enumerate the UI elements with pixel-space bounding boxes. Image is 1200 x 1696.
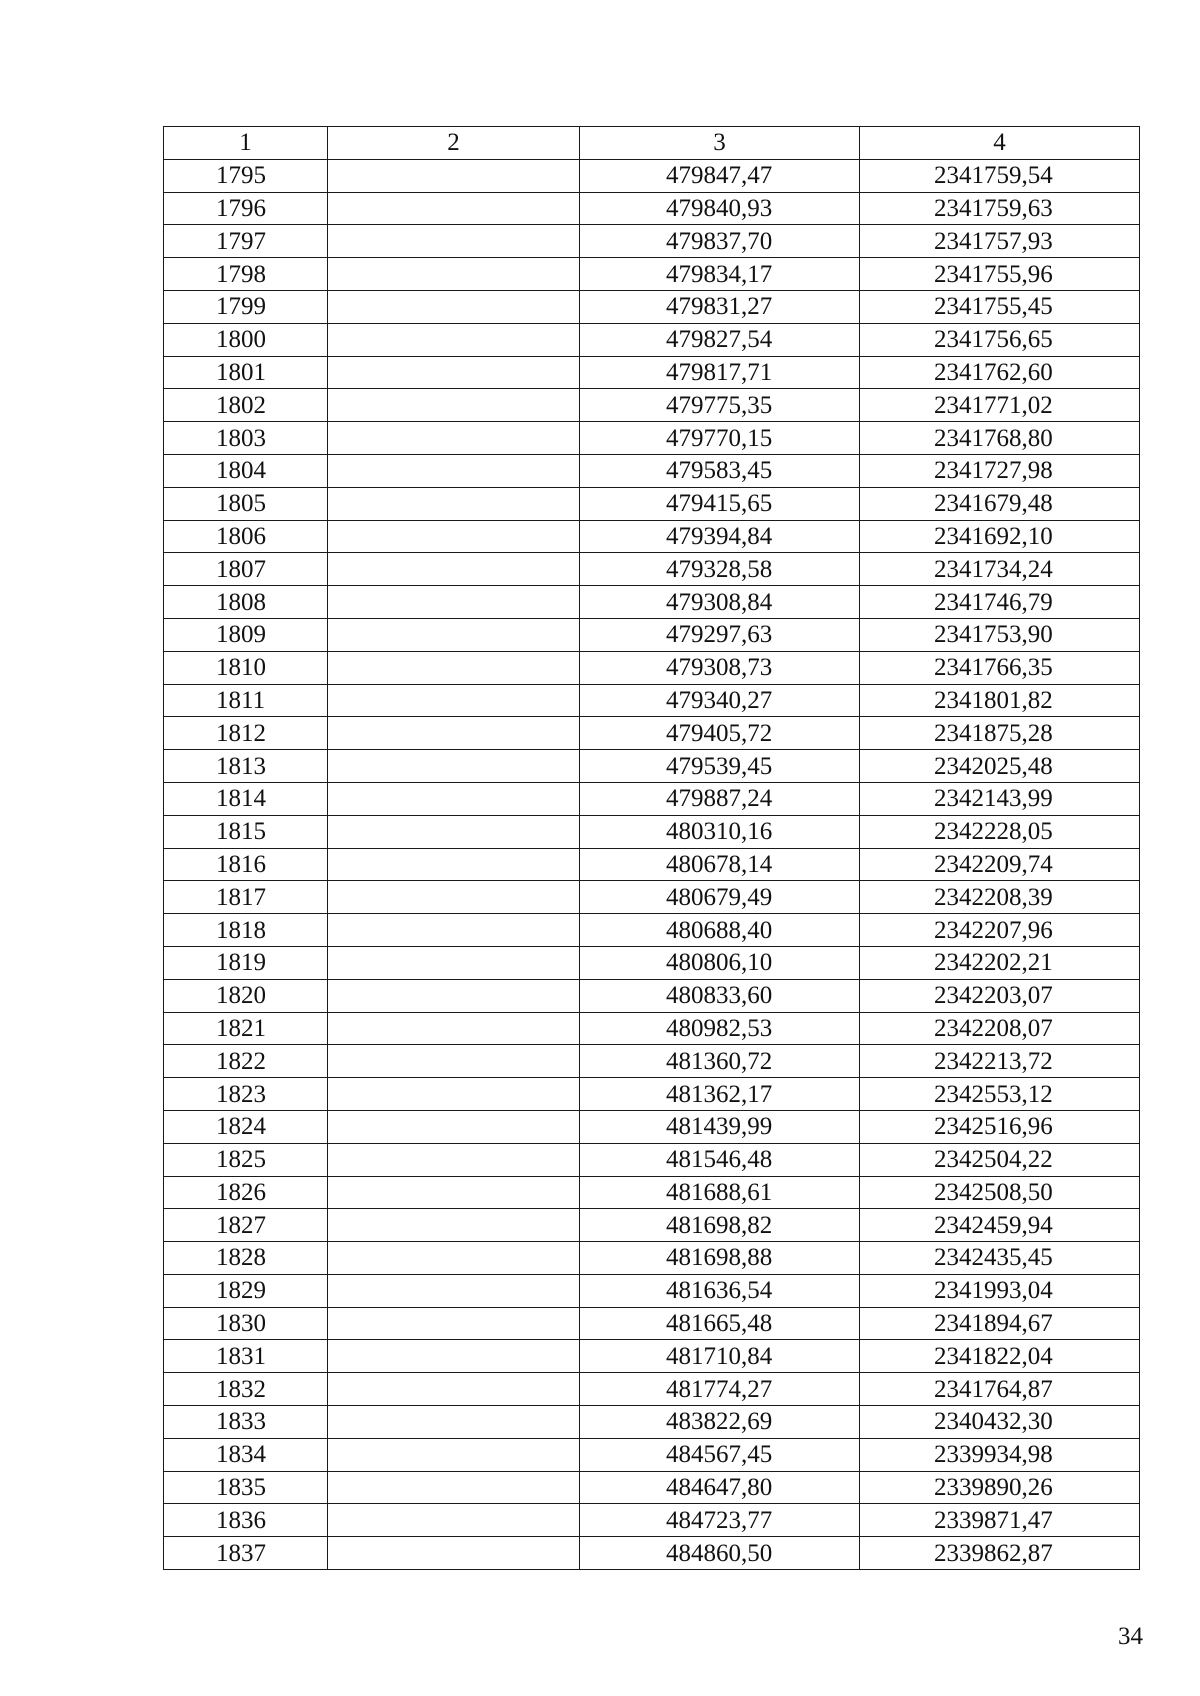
point-number-cell: 1833 bbox=[164, 1406, 328, 1439]
table-body bbox=[164, 159, 1140, 1569]
y-coordinate-cell: 2341679,48 bbox=[860, 487, 1140, 520]
point-number-cell: 1818 bbox=[164, 914, 328, 947]
y-coordinate-cell: 2339862,87 bbox=[860, 1537, 1140, 1570]
x-coordinate-cell: 484860,50 bbox=[580, 1537, 860, 1570]
empty-cell bbox=[328, 323, 580, 356]
y-coordinate-cell: 2341764,87 bbox=[860, 1373, 1140, 1406]
table-row bbox=[164, 520, 1140, 553]
empty-cell bbox=[328, 258, 580, 291]
point-number-cell: 1810 bbox=[164, 651, 328, 684]
y-coordinate-cell: 2342202,21 bbox=[860, 946, 1140, 979]
empty-cell bbox=[328, 782, 580, 815]
y-coordinate-cell: 2342504,22 bbox=[860, 1143, 1140, 1176]
empty-cell bbox=[328, 422, 580, 455]
point-number-cell: 1827 bbox=[164, 1209, 328, 1242]
table-row bbox=[164, 290, 1140, 323]
point-number-cell: 1801 bbox=[164, 356, 328, 389]
empty-cell bbox=[328, 1012, 580, 1045]
x-coordinate-cell: 480679,49 bbox=[580, 881, 860, 914]
x-coordinate-cell: 481360,72 bbox=[580, 1045, 860, 1078]
x-coordinate-cell: 483822,69 bbox=[580, 1406, 860, 1439]
x-coordinate-cell: 479840,93 bbox=[580, 192, 860, 225]
header-col-3: 3 bbox=[580, 127, 860, 160]
empty-cell bbox=[328, 684, 580, 717]
y-coordinate-cell: 2341801,82 bbox=[860, 684, 1140, 717]
point-number-cell: 1825 bbox=[164, 1143, 328, 1176]
y-coordinate-cell: 2342209,74 bbox=[860, 848, 1140, 881]
empty-cell bbox=[328, 225, 580, 258]
y-coordinate-cell: 2341993,04 bbox=[860, 1274, 1140, 1307]
empty-cell bbox=[328, 1045, 580, 1078]
x-coordinate-cell: 480688,40 bbox=[580, 914, 860, 947]
point-number-cell: 1831 bbox=[164, 1340, 328, 1373]
empty-cell bbox=[328, 979, 580, 1012]
table-row bbox=[164, 1012, 1140, 1045]
table-row bbox=[164, 1242, 1140, 1275]
x-coordinate-cell: 479827,54 bbox=[580, 323, 860, 356]
table-row bbox=[164, 1340, 1140, 1373]
table-row bbox=[164, 717, 1140, 750]
header-col-4: 4 bbox=[860, 127, 1140, 160]
x-coordinate-cell: 479847,47 bbox=[580, 159, 860, 192]
table-row bbox=[164, 1471, 1140, 1504]
x-coordinate-cell: 479297,63 bbox=[580, 618, 860, 651]
x-coordinate-cell: 481546,48 bbox=[580, 1143, 860, 1176]
x-coordinate-cell: 479817,71 bbox=[580, 356, 860, 389]
table-row bbox=[164, 1438, 1140, 1471]
empty-cell bbox=[328, 1143, 580, 1176]
y-coordinate-cell: 2341894,67 bbox=[860, 1307, 1140, 1340]
x-coordinate-cell: 479770,15 bbox=[580, 422, 860, 455]
y-coordinate-cell: 2341755,96 bbox=[860, 258, 1140, 291]
y-coordinate-cell: 2339934,98 bbox=[860, 1438, 1140, 1471]
point-number-cell: 1799 bbox=[164, 290, 328, 323]
point-number-cell: 1836 bbox=[164, 1504, 328, 1537]
empty-cell bbox=[328, 848, 580, 881]
table-row bbox=[164, 1537, 1140, 1570]
y-coordinate-cell: 2339871,47 bbox=[860, 1504, 1140, 1537]
y-coordinate-cell: 2341746,79 bbox=[860, 586, 1140, 619]
y-coordinate-cell: 2342025,48 bbox=[860, 750, 1140, 783]
table-row bbox=[164, 979, 1140, 1012]
header-row bbox=[164, 127, 1140, 160]
y-coordinate-cell: 2341692,10 bbox=[860, 520, 1140, 553]
x-coordinate-cell: 479328,58 bbox=[580, 553, 860, 586]
empty-cell bbox=[328, 1340, 580, 1373]
empty-cell bbox=[328, 1373, 580, 1406]
x-coordinate-cell: 481774,27 bbox=[580, 1373, 860, 1406]
point-number-cell: 1823 bbox=[164, 1078, 328, 1111]
y-coordinate-cell: 2342435,45 bbox=[860, 1242, 1140, 1275]
y-coordinate-cell: 2342208,07 bbox=[860, 1012, 1140, 1045]
table-row bbox=[164, 815, 1140, 848]
y-coordinate-cell: 2342459,94 bbox=[860, 1209, 1140, 1242]
table-row bbox=[164, 1143, 1140, 1176]
header-col-2: 2 bbox=[328, 127, 580, 160]
table-row bbox=[164, 946, 1140, 979]
y-coordinate-cell: 2339890,26 bbox=[860, 1471, 1140, 1504]
table-header bbox=[164, 127, 1140, 160]
y-coordinate-cell: 2341753,90 bbox=[860, 618, 1140, 651]
point-number-cell: 1821 bbox=[164, 1012, 328, 1045]
table-row bbox=[164, 848, 1140, 881]
empty-cell bbox=[328, 290, 580, 323]
x-coordinate-cell: 481688,61 bbox=[580, 1176, 860, 1209]
empty-cell bbox=[328, 1110, 580, 1143]
x-coordinate-cell: 479405,72 bbox=[580, 717, 860, 750]
empty-cell bbox=[328, 553, 580, 586]
empty-cell bbox=[328, 717, 580, 750]
empty-cell bbox=[328, 159, 580, 192]
x-coordinate-cell: 479340,27 bbox=[580, 684, 860, 717]
table-row bbox=[164, 1274, 1140, 1307]
point-number-cell: 1800 bbox=[164, 323, 328, 356]
point-number-cell: 1834 bbox=[164, 1438, 328, 1471]
y-coordinate-cell: 2342508,50 bbox=[860, 1176, 1140, 1209]
point-number-cell: 1816 bbox=[164, 848, 328, 881]
point-number-cell: 1837 bbox=[164, 1537, 328, 1570]
empty-cell bbox=[328, 651, 580, 684]
y-coordinate-cell: 2341756,65 bbox=[860, 323, 1140, 356]
y-coordinate-cell: 2341768,80 bbox=[860, 422, 1140, 455]
x-coordinate-cell: 480982,53 bbox=[580, 1012, 860, 1045]
y-coordinate-cell: 2342553,12 bbox=[860, 1078, 1140, 1111]
empty-cell bbox=[328, 1406, 580, 1439]
x-coordinate-cell: 481698,82 bbox=[580, 1209, 860, 1242]
x-coordinate-cell: 479308,73 bbox=[580, 651, 860, 684]
table-row bbox=[164, 1504, 1140, 1537]
point-number-cell: 1819 bbox=[164, 946, 328, 979]
point-number-cell: 1832 bbox=[164, 1373, 328, 1406]
point-number-cell: 1803 bbox=[164, 422, 328, 455]
point-number-cell: 1811 bbox=[164, 684, 328, 717]
empty-cell bbox=[328, 881, 580, 914]
point-number-cell: 1813 bbox=[164, 750, 328, 783]
table-row bbox=[164, 422, 1140, 455]
point-number-cell: 1820 bbox=[164, 979, 328, 1012]
table-row bbox=[164, 1209, 1140, 1242]
table-row bbox=[164, 323, 1140, 356]
x-coordinate-cell: 480678,14 bbox=[580, 848, 860, 881]
coordinates-table bbox=[163, 126, 1140, 1570]
empty-cell bbox=[328, 1209, 580, 1242]
y-coordinate-cell: 2341875,28 bbox=[860, 717, 1140, 750]
point-number-cell: 1807 bbox=[164, 553, 328, 586]
empty-cell bbox=[328, 750, 580, 783]
y-coordinate-cell: 2341759,54 bbox=[860, 159, 1140, 192]
y-coordinate-cell: 2342208,39 bbox=[860, 881, 1140, 914]
table-row bbox=[164, 586, 1140, 619]
table-row bbox=[164, 487, 1140, 520]
empty-cell bbox=[328, 1176, 580, 1209]
table-row bbox=[164, 1373, 1140, 1406]
table-row bbox=[164, 356, 1140, 389]
table-row bbox=[164, 225, 1140, 258]
table-row bbox=[164, 1110, 1140, 1143]
table-row bbox=[164, 881, 1140, 914]
point-number-cell: 1805 bbox=[164, 487, 328, 520]
y-coordinate-cell: 2341766,35 bbox=[860, 651, 1140, 684]
table-row bbox=[164, 914, 1140, 947]
y-coordinate-cell: 2342228,05 bbox=[860, 815, 1140, 848]
x-coordinate-cell: 479308,84 bbox=[580, 586, 860, 619]
empty-cell bbox=[328, 1307, 580, 1340]
x-coordinate-cell: 479415,65 bbox=[580, 487, 860, 520]
x-coordinate-cell: 479539,45 bbox=[580, 750, 860, 783]
table-row bbox=[164, 651, 1140, 684]
point-number-cell: 1809 bbox=[164, 618, 328, 651]
header-col-1: 1 bbox=[164, 127, 328, 160]
empty-cell bbox=[328, 815, 580, 848]
point-number-cell: 1826 bbox=[164, 1176, 328, 1209]
x-coordinate-cell: 481439,99 bbox=[580, 1110, 860, 1143]
empty-cell bbox=[328, 1438, 580, 1471]
x-coordinate-cell: 479831,27 bbox=[580, 290, 860, 323]
table-row bbox=[164, 1406, 1140, 1439]
empty-cell bbox=[328, 1274, 580, 1307]
y-coordinate-cell: 2341762,60 bbox=[860, 356, 1140, 389]
x-coordinate-cell: 479394,84 bbox=[580, 520, 860, 553]
x-coordinate-cell: 479887,24 bbox=[580, 782, 860, 815]
empty-cell bbox=[328, 1078, 580, 1111]
y-coordinate-cell: 2340432,30 bbox=[860, 1406, 1140, 1439]
y-coordinate-cell: 2341822,04 bbox=[860, 1340, 1140, 1373]
x-coordinate-cell: 484647,80 bbox=[580, 1471, 860, 1504]
table-row bbox=[164, 1176, 1140, 1209]
empty-cell bbox=[328, 454, 580, 487]
x-coordinate-cell: 479837,70 bbox=[580, 225, 860, 258]
point-number-cell: 1830 bbox=[164, 1307, 328, 1340]
empty-cell bbox=[328, 192, 580, 225]
empty-cell bbox=[328, 487, 580, 520]
table-row bbox=[164, 1045, 1140, 1078]
point-number-cell: 1817 bbox=[164, 881, 328, 914]
y-coordinate-cell: 2342143,99 bbox=[860, 782, 1140, 815]
x-coordinate-cell: 479583,45 bbox=[580, 454, 860, 487]
point-number-cell: 1795 bbox=[164, 159, 328, 192]
empty-cell bbox=[328, 520, 580, 553]
x-coordinate-cell: 484723,77 bbox=[580, 1504, 860, 1537]
table-row bbox=[164, 389, 1140, 422]
point-number-cell: 1812 bbox=[164, 717, 328, 750]
table-row bbox=[164, 553, 1140, 586]
table-row bbox=[164, 159, 1140, 192]
table-row bbox=[164, 684, 1140, 717]
table-row bbox=[164, 192, 1140, 225]
table-row bbox=[164, 750, 1140, 783]
point-number-cell: 1797 bbox=[164, 225, 328, 258]
x-coordinate-cell: 479775,35 bbox=[580, 389, 860, 422]
x-coordinate-cell: 481710,84 bbox=[580, 1340, 860, 1373]
empty-cell bbox=[328, 356, 580, 389]
point-number-cell: 1829 bbox=[164, 1274, 328, 1307]
table-row bbox=[164, 258, 1140, 291]
point-number-cell: 1804 bbox=[164, 454, 328, 487]
x-coordinate-cell: 481698,88 bbox=[580, 1242, 860, 1275]
point-number-cell: 1808 bbox=[164, 586, 328, 619]
point-number-cell: 1814 bbox=[164, 782, 328, 815]
point-number-cell: 1822 bbox=[164, 1045, 328, 1078]
point-number-cell: 1796 bbox=[164, 192, 328, 225]
point-number-cell: 1806 bbox=[164, 520, 328, 553]
empty-cell bbox=[328, 618, 580, 651]
x-coordinate-cell: 480806,10 bbox=[580, 946, 860, 979]
x-coordinate-cell: 481665,48 bbox=[580, 1307, 860, 1340]
table-row bbox=[164, 1078, 1140, 1111]
point-number-cell: 1835 bbox=[164, 1471, 328, 1504]
point-number-cell: 1815 bbox=[164, 815, 328, 848]
empty-cell bbox=[328, 1504, 580, 1537]
empty-cell bbox=[328, 946, 580, 979]
point-number-cell: 1824 bbox=[164, 1110, 328, 1143]
point-number-cell: 1828 bbox=[164, 1242, 328, 1275]
table-row bbox=[164, 454, 1140, 487]
y-coordinate-cell: 2342207,96 bbox=[860, 914, 1140, 947]
y-coordinate-cell: 2341771,02 bbox=[860, 389, 1140, 422]
y-coordinate-cell: 2341759,63 bbox=[860, 192, 1140, 225]
x-coordinate-cell: 480310,16 bbox=[580, 815, 860, 848]
empty-cell bbox=[328, 389, 580, 422]
table-row bbox=[164, 782, 1140, 815]
empty-cell bbox=[328, 1537, 580, 1570]
table-row bbox=[164, 618, 1140, 651]
y-coordinate-cell: 2341727,98 bbox=[860, 454, 1140, 487]
x-coordinate-cell: 481636,54 bbox=[580, 1274, 860, 1307]
empty-cell bbox=[328, 914, 580, 947]
x-coordinate-cell: 481362,17 bbox=[580, 1078, 860, 1111]
y-coordinate-cell: 2341734,24 bbox=[860, 553, 1140, 586]
y-coordinate-cell: 2342213,72 bbox=[860, 1045, 1140, 1078]
empty-cell bbox=[328, 1471, 580, 1504]
point-number-cell: 1798 bbox=[164, 258, 328, 291]
empty-cell bbox=[328, 1242, 580, 1275]
y-coordinate-cell: 2342516,96 bbox=[860, 1110, 1140, 1143]
page-number: 34 bbox=[1118, 1623, 1143, 1650]
x-coordinate-cell: 479834,17 bbox=[580, 258, 860, 291]
y-coordinate-cell: 2341757,93 bbox=[860, 225, 1140, 258]
point-number-cell: 1802 bbox=[164, 389, 328, 422]
y-coordinate-cell: 2342203,07 bbox=[860, 979, 1140, 1012]
y-coordinate-cell: 2341755,45 bbox=[860, 290, 1140, 323]
x-coordinate-cell: 484567,45 bbox=[580, 1438, 860, 1471]
empty-cell bbox=[328, 586, 580, 619]
table-row bbox=[164, 1307, 1140, 1340]
x-coordinate-cell: 480833,60 bbox=[580, 979, 860, 1012]
